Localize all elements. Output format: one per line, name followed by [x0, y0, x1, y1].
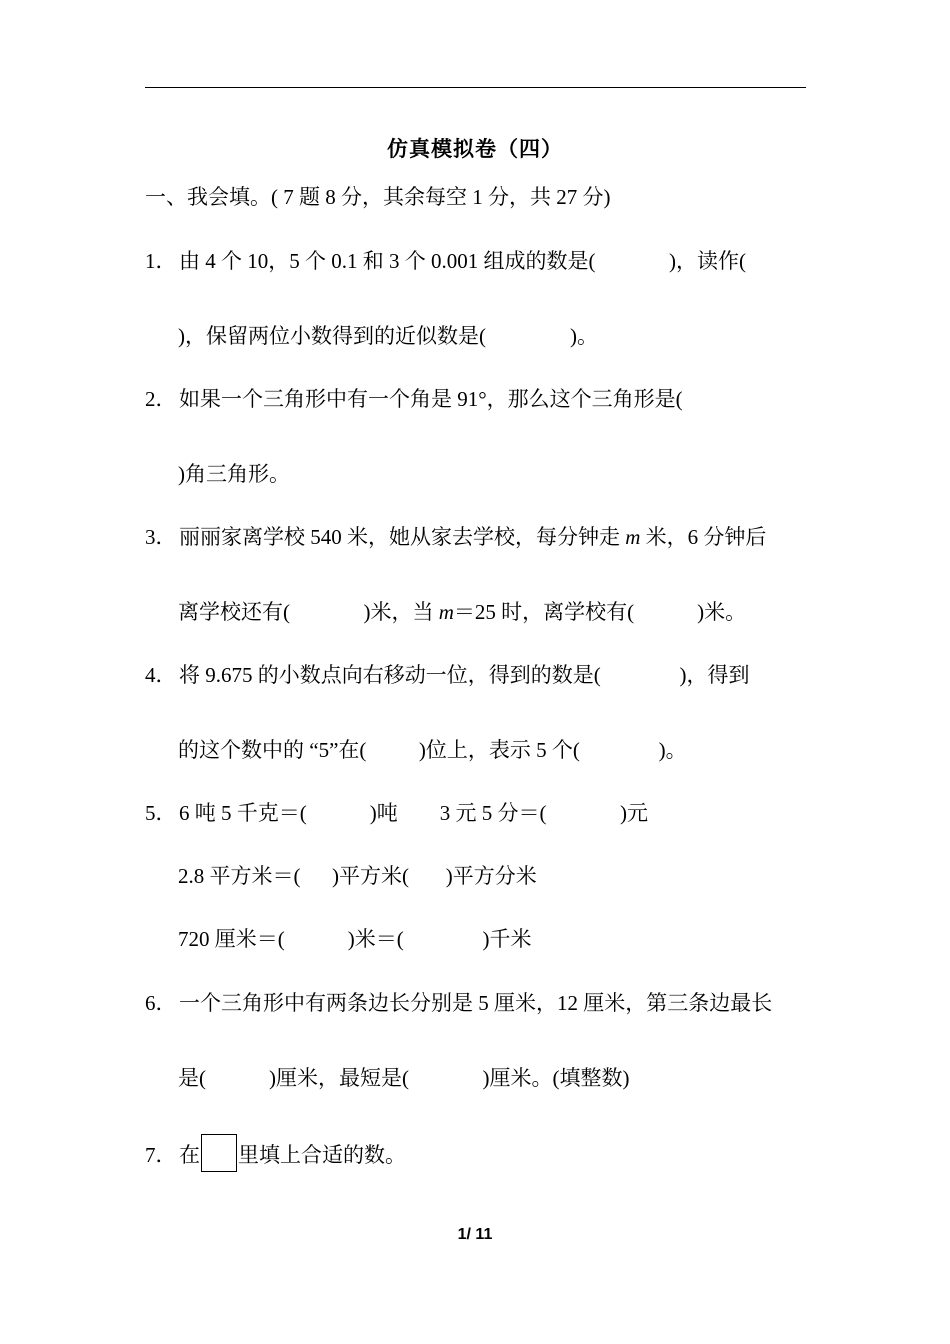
question-5 [145, 801, 648, 825]
question-5-line-2: 2.8 平方米＝( )平方米( )平方分米 [178, 864, 537, 888]
question-text: 里填上合适的数。 [238, 1143, 406, 1167]
section-heading: 一、我会填。( 7 题 8 分，其余每空 1 分，共 27 分) [145, 185, 611, 209]
question-5-line-3: 720 厘米＝( )米＝( )千米 [178, 927, 532, 951]
question-number: 7． [145, 1143, 177, 1167]
question-number: 3． [145, 525, 177, 549]
question-text: 离学校还有( )米，当 [178, 600, 439, 624]
question-4 [145, 663, 750, 687]
question-4-line-2: 的这个数中的 “5”在( )位上，表示 5 个( )。 [178, 738, 687, 762]
question-text: 如果一个三角形中有一个角是 91°，那么这个三角形是( [179, 387, 683, 411]
question-text: ＝25 时，离学校有( )米。 [453, 600, 747, 624]
question-number: 4． [145, 663, 177, 687]
answer-box [201, 1134, 237, 1172]
question-7 [145, 1134, 406, 1172]
question-text: 6 吨 5 千克＝( )吨 3 元 5 分＝( )元 [179, 801, 648, 825]
question-number: 1． [145, 249, 177, 273]
question-text: 在 [179, 1143, 200, 1167]
question-6-line-2: 是( )厘米，最短是( )厘米。(填整数) [178, 1066, 630, 1090]
question-text: 由 4 个 10，5 个 0.1 和 3 个 0.001 组成的数是( )，读作( [179, 249, 746, 273]
question-2 [145, 387, 683, 411]
header-rule [145, 87, 806, 88]
variable-m: m [438, 600, 454, 624]
question-text: 将 9.675 的小数点向右移动一位，得到的数是( )，得到 [179, 663, 750, 687]
page-number: 1/ 11 [457, 1226, 493, 1243]
question-number: 2． [145, 387, 177, 411]
question-6 [145, 991, 772, 1015]
question-1-line-2: )，保留两位小数得到的近似数是( )。 [178, 324, 598, 348]
question-text: 米，6 分钟后 [640, 525, 767, 549]
question-2-line-2: )角三角形。 [178, 462, 290, 486]
question-3 [145, 525, 766, 549]
question-text: 一个三角形中有两条边长分别是 5 厘米，12 厘米，第三条边最长 [179, 991, 773, 1015]
variable-m: m [625, 525, 641, 549]
question-1 [145, 249, 746, 273]
question-3-line-2 [178, 600, 746, 624]
page-title: 仿真模拟卷（四） [387, 137, 563, 161]
question-number: 5． [145, 801, 177, 825]
question-number: 6． [145, 991, 177, 1015]
question-text: 丽丽家离学校 540 米，她从家去学校，每分钟走 [179, 525, 626, 549]
